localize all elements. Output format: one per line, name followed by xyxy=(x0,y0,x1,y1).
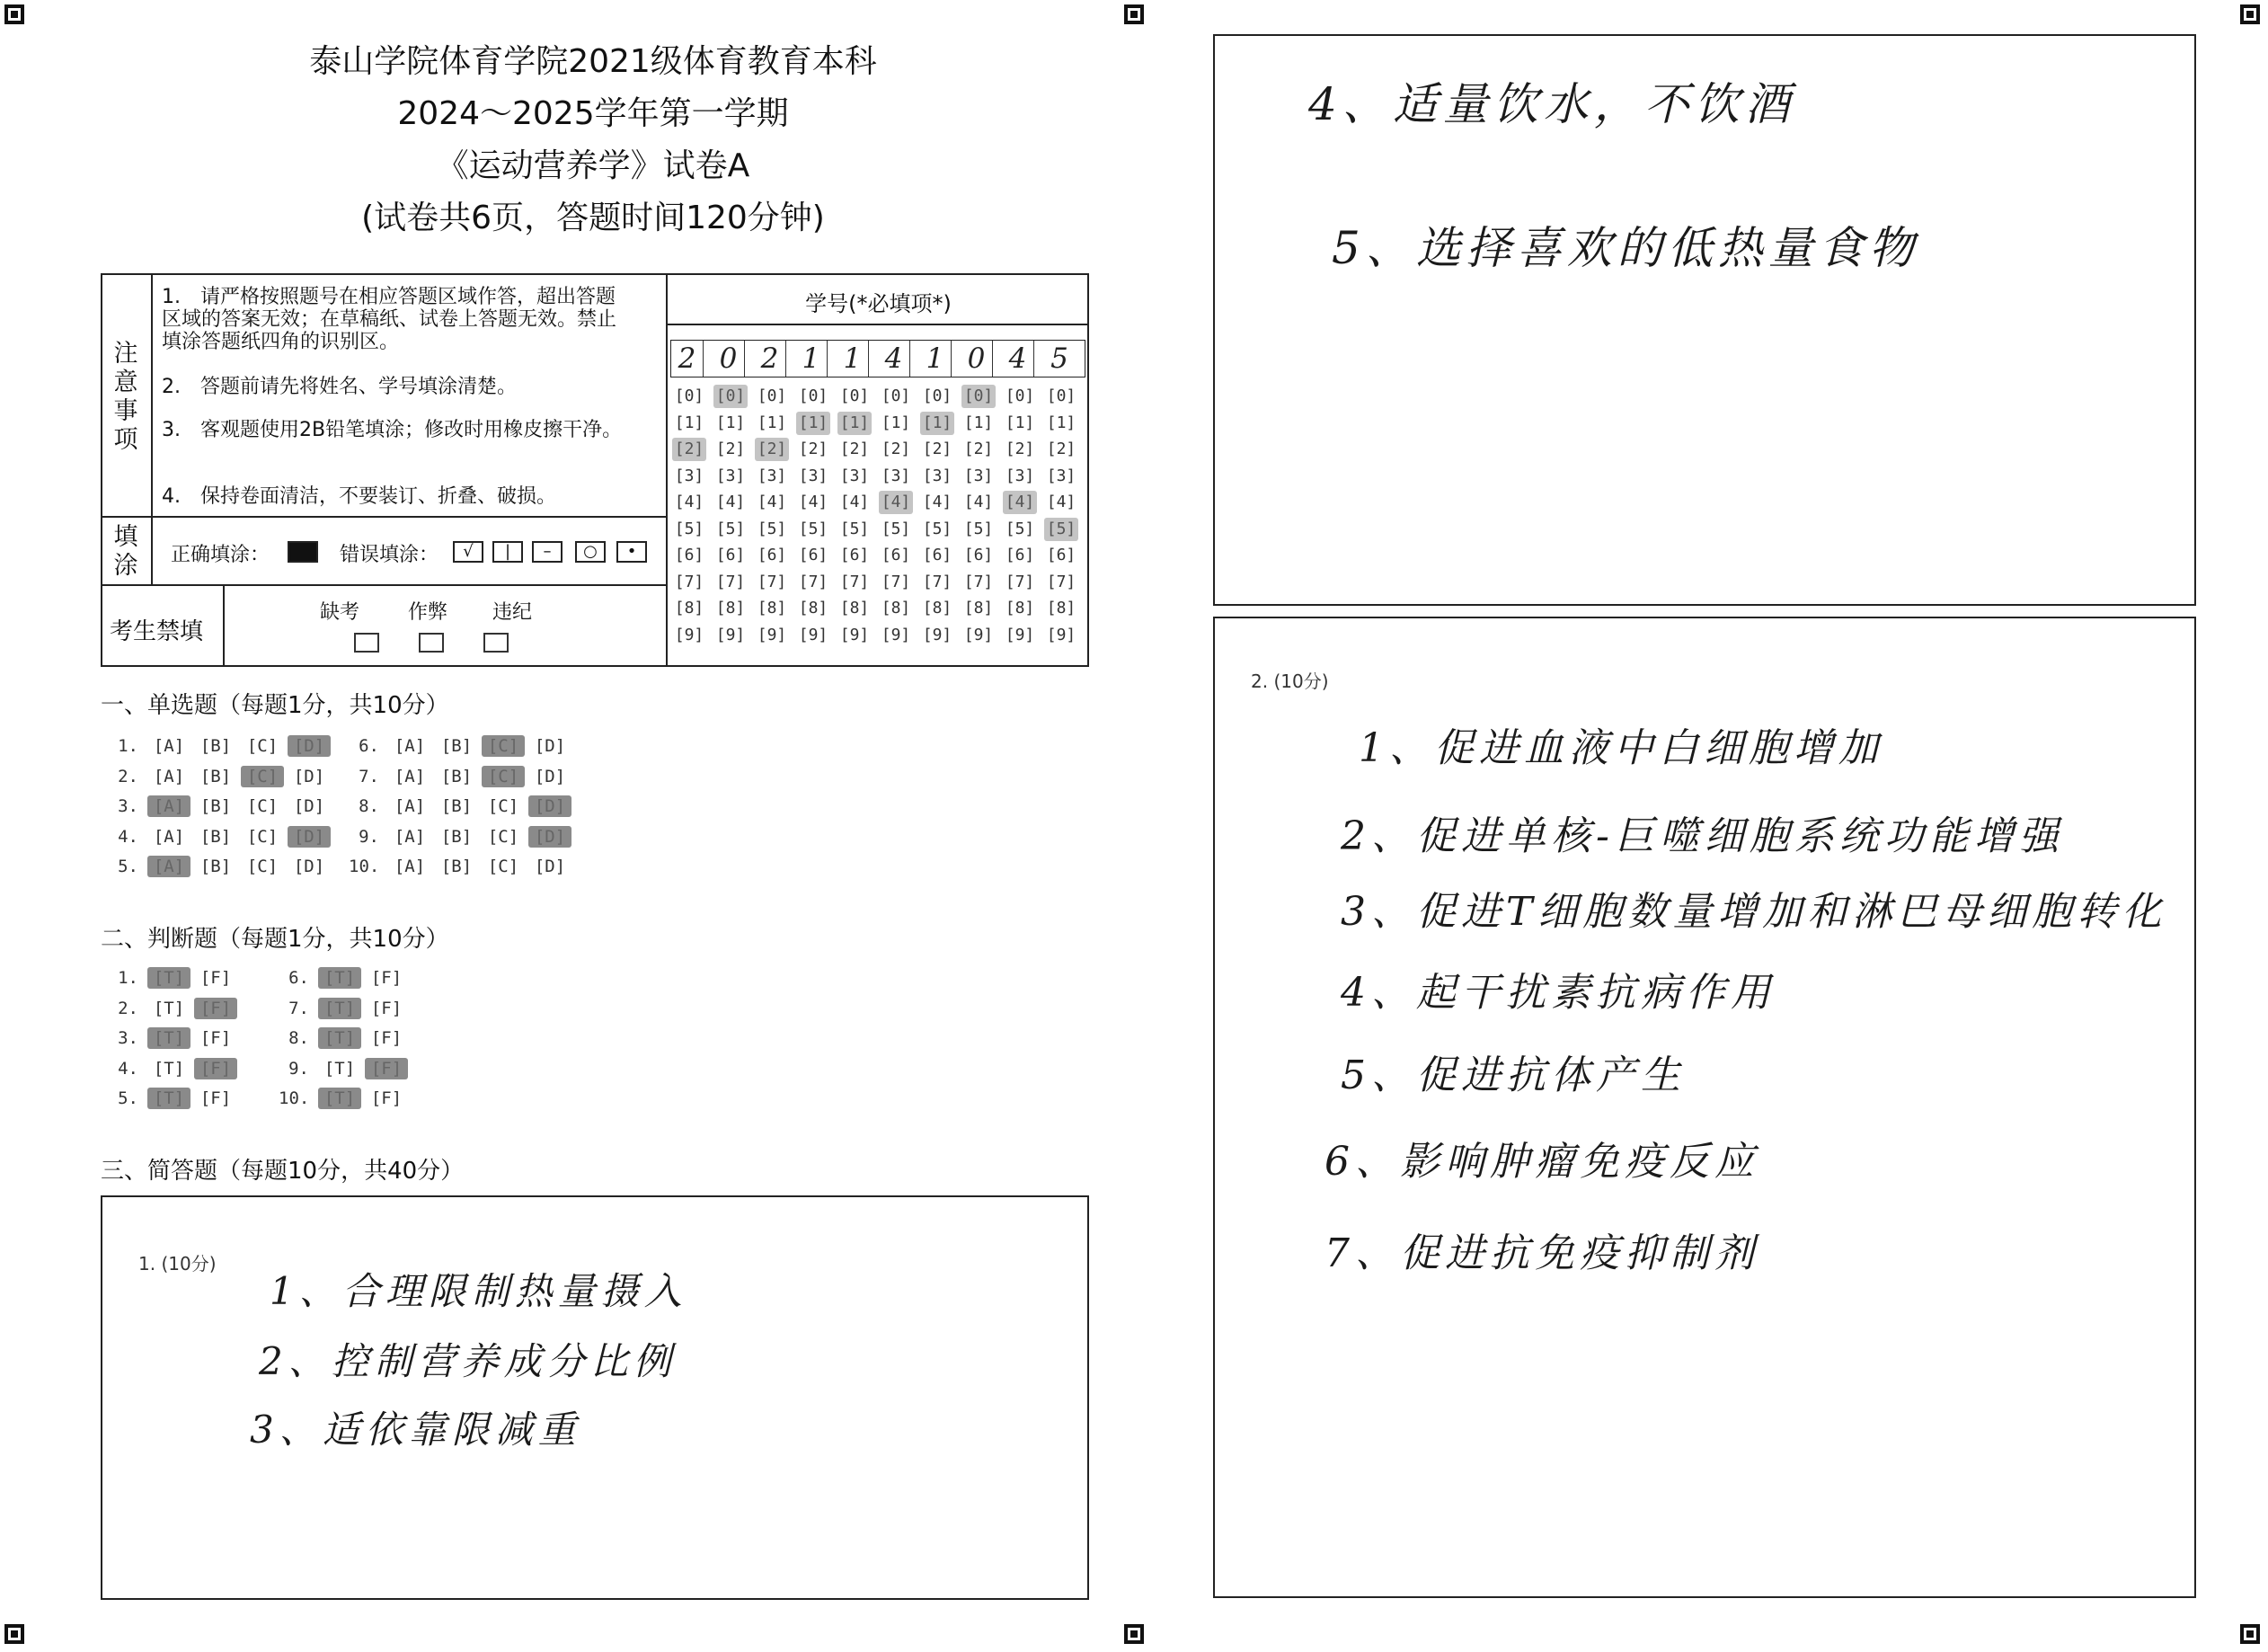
question-label: 2. (10分) xyxy=(1251,671,1329,692)
student-id-bubble[interactable]: [5] xyxy=(922,519,952,538)
student-id-bubble[interactable]: [0] xyxy=(922,386,952,405)
student-id-bubble[interactable]: [0] xyxy=(961,385,996,408)
single-choice-question xyxy=(108,856,334,877)
corner-marker-bottom-left xyxy=(4,1623,25,1645)
answer-option[interactable]: [A] xyxy=(394,857,426,876)
answer-option[interactable]: [A] xyxy=(394,796,426,816)
handwritten-answer-line: 4、适量饮水，不饮酒 xyxy=(1308,78,1795,130)
answer-option[interactable]: [A] xyxy=(394,766,426,786)
student-id-bubble[interactable]: [4] xyxy=(839,493,870,511)
answer-option[interactable]: [B] xyxy=(440,857,473,876)
answer-option[interactable]: [A] xyxy=(147,795,190,817)
student-id-bubble[interactable]: [1] xyxy=(881,413,911,432)
notice-item: 4. 保持卷面清洁，不要装订、折叠、破损。 xyxy=(162,485,556,508)
student-id-bubble[interactable]: [5] xyxy=(715,519,746,538)
student-id-bubble[interactable]: [9] xyxy=(674,625,704,644)
student-id-bubble[interactable]: [1] xyxy=(920,412,954,435)
question-number: 6. xyxy=(359,736,379,756)
answer-option[interactable]: [D] xyxy=(293,796,325,816)
divider xyxy=(101,584,668,586)
student-id-bubble[interactable]: [6] xyxy=(963,546,994,564)
student-id-bubble[interactable]: [9] xyxy=(881,625,911,644)
handwritten-answer-line: 1、促进血液中白细胞增加 xyxy=(1359,725,1883,771)
answer-option[interactable]: [C] xyxy=(487,796,519,816)
answer-option[interactable]: [C] xyxy=(241,766,284,787)
handwritten-answer-line: 5、选择喜欢的低热量食物 xyxy=(1332,222,1919,274)
answer-option[interactable]: [B] xyxy=(440,796,473,816)
answer-option[interactable]: [F] xyxy=(199,1028,232,1048)
answer-option[interactable]: [T] xyxy=(318,1027,361,1049)
student-id-bubble[interactable]: [8] xyxy=(1046,599,1076,617)
student-id-bubble[interactable]: [4] xyxy=(1046,493,1076,511)
divider xyxy=(151,516,153,584)
question-number: 7. xyxy=(288,998,309,1018)
student-id-digit: 5 xyxy=(1050,342,1068,375)
student-id-bubble[interactable]: [8] xyxy=(922,599,952,617)
student-id-digit: 0 xyxy=(961,341,993,377)
student-id-bubble[interactable]: [5] xyxy=(798,519,828,538)
notice-side-label: 注 意 事 项 xyxy=(113,340,138,454)
single-choice-question xyxy=(349,766,575,787)
question-number: 10. xyxy=(349,857,380,876)
student-id-bubble[interactable]: [4] xyxy=(922,493,952,511)
student-id-bubble[interactable]: [4] xyxy=(715,493,746,511)
answer-option[interactable]: [T] xyxy=(147,1027,190,1049)
answer-option[interactable]: [B] xyxy=(199,736,232,756)
answer-box-q1[interactable] xyxy=(101,1195,1089,1600)
question-number: 2. xyxy=(118,766,138,786)
student-id-bubble[interactable]: [9] xyxy=(1046,625,1076,644)
corner-marker-top-center xyxy=(1123,4,1145,25)
student-id-bubble[interactable]: [3] xyxy=(1046,466,1076,485)
student-id-bubble[interactable]: [1] xyxy=(796,412,830,435)
wrong-fill-example: • xyxy=(616,541,647,563)
answer-option[interactable]: [F] xyxy=(199,1088,232,1108)
answer-option[interactable]: [B] xyxy=(440,766,473,786)
student-id-bubble[interactable]: [9] xyxy=(1005,625,1035,644)
question-label: 1. (10分) xyxy=(138,1253,217,1275)
answer-option[interactable]: [T] xyxy=(153,998,185,1018)
answer-option[interactable]: [A] xyxy=(153,826,185,847)
handwritten-answer-line: 2、控制营养成分比例 xyxy=(259,1339,677,1383)
student-id-bubble[interactable]: [8] xyxy=(1005,599,1035,617)
true-false-question xyxy=(108,1088,241,1109)
notice-item: 1. 请严格按照题号在相应答题区域作答，超出答题区域的答案无效；在草稿纸、试卷上答题无效。禁止填涂答题纸四角的识别区。 xyxy=(162,286,617,353)
single-choice-question xyxy=(108,766,334,787)
student-id-bubble[interactable]: [6] xyxy=(922,546,952,564)
answer-option[interactable]: [D] xyxy=(534,857,566,876)
answer-option[interactable]: [F] xyxy=(365,1058,408,1079)
true-false-question xyxy=(108,1027,241,1049)
correct-fill-example xyxy=(288,541,318,563)
student-id-digit: 4 xyxy=(1002,341,1034,377)
semester-title: 2024～2025学年第一学期 xyxy=(397,95,789,132)
question-number: 4. xyxy=(118,826,138,847)
divider xyxy=(101,516,668,518)
exam-info: (试卷共6页，答题时间120分钟) xyxy=(361,200,825,236)
answer-option[interactable]: [C] xyxy=(487,826,519,847)
student-id-bubble[interactable]: [9] xyxy=(715,625,746,644)
student-id-bubble[interactable]: [7] xyxy=(839,572,870,591)
handwritten-answer-line: 3、促进T细胞数量增加和淋巴母细胞转化 xyxy=(1341,889,2167,935)
fill-guide-side-label: 填 涂 xyxy=(113,523,138,580)
answer-option[interactable]: [C] xyxy=(246,736,279,756)
student-id-bubble[interactable]: [3] xyxy=(839,466,870,485)
answer-option[interactable]: [F] xyxy=(370,998,403,1018)
true-false-question xyxy=(279,998,412,1019)
student-id-bubble[interactable]: [7] xyxy=(881,572,911,591)
student-id-bubble[interactable]: [9] xyxy=(922,625,952,644)
forbidden-label: 考生禁填 xyxy=(110,618,204,645)
answer-option[interactable]: [B] xyxy=(199,826,232,847)
student-id-bubble[interactable]: [0] xyxy=(798,386,828,405)
student-id-digit: 2 xyxy=(754,341,786,377)
student-id-bubble[interactable]: [2] xyxy=(963,440,994,458)
student-id-bubble[interactable]: [7] xyxy=(757,572,787,591)
violation-checkbox[interactable] xyxy=(483,633,509,653)
answer-option[interactable]: [D] xyxy=(534,766,566,786)
answer-option[interactable]: [F] xyxy=(199,968,232,988)
student-id-bubble[interactable]: [8] xyxy=(674,599,704,617)
student-id-bubble[interactable]: [0] xyxy=(757,386,787,405)
question-number: 9. xyxy=(359,826,379,847)
correct-fill-label: 正确填涂： xyxy=(171,544,270,566)
answer-option[interactable]: [D] xyxy=(293,766,325,786)
question-number: 10. xyxy=(279,1088,310,1108)
student-id-bubble[interactable]: [2] xyxy=(798,440,828,458)
student-id-bubble[interactable]: [8] xyxy=(881,599,911,617)
divider xyxy=(666,273,668,667)
student-id-title: 学号(*必填项*) xyxy=(805,291,952,316)
answer-option[interactable]: [C] xyxy=(482,766,525,787)
student-id-bubble[interactable]: [3] xyxy=(922,466,952,485)
student-id-bubble[interactable]: [2] xyxy=(715,440,746,458)
divider xyxy=(668,324,1089,325)
student-id-bubble[interactable]: [3] xyxy=(757,466,787,485)
answer-option[interactable]: [F] xyxy=(370,968,403,988)
student-id-digit: 1 xyxy=(837,341,869,377)
forbidden-option-absent: 缺考 xyxy=(320,601,360,624)
answer-option[interactable]: [A] xyxy=(153,736,185,756)
student-id-bubble[interactable]: [0] xyxy=(881,386,911,405)
student-id-bubble[interactable]: [4] xyxy=(674,493,704,511)
question-number: 6. xyxy=(288,968,309,988)
section1-title: 一、单选题（每题1分，共10分） xyxy=(101,692,449,719)
handwritten-answer-line: 3、适依靠限减重 xyxy=(250,1408,581,1452)
student-id-bubble[interactable]: [6] xyxy=(674,546,704,564)
handwritten-answer-line: 4、起干扰素抗病作用 xyxy=(1341,970,1776,1016)
single-choice-question xyxy=(108,795,334,817)
student-id-bubble[interactable]: [9] xyxy=(757,625,787,644)
student-id-bubble[interactable]: [4] xyxy=(963,493,994,511)
answer-option[interactable]: [A] xyxy=(147,856,190,877)
true-false-question xyxy=(108,998,241,1019)
student-id-digit: 2 xyxy=(671,341,704,377)
wrong-fill-example: ○ xyxy=(575,541,606,563)
student-id-bubble[interactable]: [7] xyxy=(1046,572,1076,591)
question-number: 3. xyxy=(118,1028,138,1048)
student-id-bubble[interactable]: [5] xyxy=(1005,519,1035,538)
student-id-bubble[interactable]: [1] xyxy=(757,413,787,432)
student-id-bubble[interactable]: [7] xyxy=(674,572,704,591)
answer-option[interactable]: [T] xyxy=(318,1088,361,1109)
student-id-bubble[interactable]: [6] xyxy=(715,546,746,564)
answer-option[interactable]: [D] xyxy=(528,795,571,817)
student-id-bubble[interactable]: [9] xyxy=(798,625,828,644)
single-choice-question xyxy=(349,735,575,757)
wrong-fill-example: | xyxy=(492,541,523,563)
student-id-bubble[interactable]: [9] xyxy=(963,625,994,644)
true-false-question xyxy=(279,1027,412,1049)
notice-item: 3. 客观题使用2B铅笔填涂；修改时用橡皮擦干净。 xyxy=(162,419,623,441)
answer-option[interactable]: [C] xyxy=(246,857,279,876)
wrong-fill-example: – xyxy=(532,541,563,563)
exam-title: 《运动营养学》试卷A xyxy=(436,147,750,184)
answer-option[interactable]: [T] xyxy=(147,1088,190,1109)
answer-option[interactable]: [T] xyxy=(147,967,190,989)
answer-option[interactable]: [C] xyxy=(487,857,519,876)
student-id-bubble[interactable]: [0] xyxy=(674,386,704,405)
student-id-digit: 1 xyxy=(795,341,828,377)
student-id-bubble[interactable]: [8] xyxy=(798,599,828,617)
answer-option[interactable]: [D] xyxy=(288,735,331,757)
student-id-bubble[interactable]: [3] xyxy=(715,466,746,485)
student-id-bubble[interactable]: [4] xyxy=(757,493,787,511)
student-id-digit: 0 xyxy=(713,341,745,377)
student-id-bubble[interactable]: [4] xyxy=(1003,491,1037,514)
answer-option[interactable]: [T] xyxy=(153,1058,185,1079)
question-number: 3. xyxy=(118,796,138,816)
question-number: 5. xyxy=(118,857,138,876)
student-id-bubble[interactable]: [7] xyxy=(922,572,952,591)
divider xyxy=(223,584,225,667)
student-id-bubble[interactable]: [0] xyxy=(1005,386,1035,405)
answer-option[interactable]: [C] xyxy=(246,826,279,847)
student-id-bubble[interactable]: [0] xyxy=(839,386,870,405)
student-id-bubble[interactable]: [0] xyxy=(1046,386,1076,405)
answer-option[interactable]: [B] xyxy=(199,796,232,816)
question-number: 5. xyxy=(118,1088,138,1108)
student-id-bubble[interactable]: [2] xyxy=(922,440,952,458)
student-id-bubble[interactable]: [3] xyxy=(963,466,994,485)
single-choice-question xyxy=(349,826,575,848)
student-id-bubble[interactable]: [8] xyxy=(963,599,994,617)
student-id-bubble[interactable]: [5] xyxy=(963,519,994,538)
student-id-bubble[interactable]: [1] xyxy=(1046,413,1076,432)
student-id-bubble[interactable]: [1] xyxy=(963,413,994,432)
section2-title: 二、判断题（每题1分，共10分） xyxy=(101,926,449,953)
student-id-bubble-grid xyxy=(672,385,1085,654)
answer-option[interactable]: [F] xyxy=(194,998,237,1019)
student-id-bubble[interactable]: [2] xyxy=(1046,440,1076,458)
student-id-bubble[interactable]: [0] xyxy=(713,385,748,408)
answer-option[interactable]: [D] xyxy=(293,857,325,876)
answer-option[interactable]: [A] xyxy=(394,736,426,756)
student-id-bubble[interactable]: [5] xyxy=(674,519,704,538)
divider xyxy=(151,273,153,516)
student-id-bubble[interactable]: [5] xyxy=(757,519,787,538)
student-id-bubble[interactable]: [8] xyxy=(715,599,746,617)
student-id-bubble[interactable]: [7] xyxy=(963,572,994,591)
answer-option[interactable]: [D] xyxy=(288,826,331,848)
answer-option[interactable]: [B] xyxy=(440,826,473,847)
answer-option[interactable]: [C] xyxy=(246,796,279,816)
student-id-bubble[interactable]: [6] xyxy=(881,546,911,564)
student-id-bubble[interactable]: [6] xyxy=(798,546,828,564)
student-id-bubble[interactable]: [7] xyxy=(1005,572,1035,591)
student-id-bubble[interactable]: [3] xyxy=(798,466,828,485)
student-id-bubble[interactable]: [1] xyxy=(1005,413,1035,432)
corner-marker-top-right xyxy=(2239,4,2261,25)
true-false-question xyxy=(279,967,412,989)
answer-option[interactable]: [B] xyxy=(440,736,473,756)
student-id-bubble[interactable]: [8] xyxy=(757,599,787,617)
question-number: 1. xyxy=(118,968,138,988)
student-id-bubble[interactable]: [6] xyxy=(839,546,870,564)
student-id-digit: 1 xyxy=(919,341,952,377)
question-number: 1. xyxy=(118,736,138,756)
student-id-digits xyxy=(670,340,1085,377)
true-false-question xyxy=(279,1058,412,1079)
student-id-bubble[interactable]: [1] xyxy=(837,412,872,435)
handwritten-answer-line: 2、促进单核-巨噬细胞系统功能增强 xyxy=(1341,813,2064,859)
answer-option[interactable]: [T] xyxy=(318,967,361,989)
student-id-digit: 4 xyxy=(878,341,910,377)
answer-option[interactable]: [B] xyxy=(199,857,232,876)
answer-option[interactable]: [C] xyxy=(482,735,525,757)
answer-box-q2[interactable] xyxy=(1213,617,2196,1598)
cheat-checkbox[interactable] xyxy=(419,633,444,653)
corner-marker-bottom-center xyxy=(1123,1623,1145,1645)
student-id-bubble[interactable]: [2] xyxy=(1005,440,1035,458)
student-id-bubble[interactable]: [5] xyxy=(839,519,870,538)
question-number: 2. xyxy=(118,998,138,1018)
handwritten-answer-line: 5、促进抗体产生 xyxy=(1341,1052,1686,1098)
student-id-bubble[interactable]: [6] xyxy=(757,546,787,564)
answer-option[interactable]: [F] xyxy=(194,1058,237,1079)
notice-item: 2. 答题前请先将姓名、学号填涂清楚。 xyxy=(162,376,517,398)
student-id-bubble[interactable]: [3] xyxy=(881,466,911,485)
student-id-bubble[interactable]: [1] xyxy=(715,413,746,432)
student-id-bubble[interactable]: [2] xyxy=(755,438,789,461)
wrong-fill-example: √ xyxy=(453,541,483,563)
student-id-bubble[interactable]: [2] xyxy=(672,438,706,461)
handwritten-answer-line: 1、合理限制热量摄入 xyxy=(270,1269,687,1313)
corner-marker-top-left xyxy=(4,4,25,25)
true-false-question xyxy=(108,967,241,989)
student-id-bubble[interactable]: [3] xyxy=(1005,466,1035,485)
absent-checkbox[interactable] xyxy=(354,633,379,653)
answer-box-q1-continued[interactable] xyxy=(1213,34,2196,606)
question-number: 4. xyxy=(118,1058,138,1079)
wrong-fill-label: 错误填涂： xyxy=(340,544,439,566)
student-id-bubble[interactable]: [5] xyxy=(881,519,911,538)
handwritten-answer-line: 6、影响肿瘤免疫反应 xyxy=(1324,1139,1759,1185)
single-choice-question xyxy=(349,856,575,877)
question-number: 9. xyxy=(288,1058,309,1079)
student-id-bubble[interactable]: [6] xyxy=(1046,546,1076,564)
student-id-bubble[interactable]: [7] xyxy=(798,572,828,591)
student-id-bubble[interactable]: [8] xyxy=(839,599,870,617)
school-title: 泰山学院体育学院2021级体育教育本科 xyxy=(309,43,877,80)
answer-option[interactable]: [D] xyxy=(534,736,566,756)
student-id-bubble[interactable]: [5] xyxy=(1044,518,1078,541)
student-id-bubble[interactable]: [4] xyxy=(879,491,913,514)
answer-option[interactable]: [T] xyxy=(318,998,361,1019)
student-id-bubble[interactable]: [7] xyxy=(715,572,746,591)
student-id-bubble[interactable]: [2] xyxy=(839,440,870,458)
question-number: 8. xyxy=(288,1028,309,1048)
student-id-bubble[interactable]: [3] xyxy=(674,466,704,485)
answer-option[interactable]: [A] xyxy=(394,826,426,847)
answer-option[interactable]: [D] xyxy=(528,826,571,848)
true-false-question xyxy=(108,1058,241,1079)
corner-marker-bottom-right xyxy=(2239,1623,2261,1645)
single-choice-question xyxy=(108,826,334,848)
question-number: 8. xyxy=(359,796,379,816)
student-id-bubble[interactable]: [9] xyxy=(839,625,870,644)
answer-option[interactable]: [T] xyxy=(323,1058,356,1079)
forbidden-option-violation: 违纪 xyxy=(492,601,533,624)
forbidden-option-cheat: 作弊 xyxy=(408,601,448,624)
single-choice-question xyxy=(108,735,334,757)
section3-title: 三、简答题（每题10分，共40分） xyxy=(101,1158,465,1185)
answer-option[interactable]: [F] xyxy=(370,1088,403,1108)
student-id-bubble[interactable]: [6] xyxy=(1005,546,1035,564)
true-false-question xyxy=(279,1088,412,1109)
student-id-bubble[interactable]: [1] xyxy=(674,413,704,432)
handwritten-answer-line: 7、促进抗免疫抑制剂 xyxy=(1324,1230,1759,1276)
question-number: 7. xyxy=(359,766,379,786)
student-id-bubble[interactable]: [2] xyxy=(881,440,911,458)
answer-option[interactable]: [B] xyxy=(199,766,232,786)
student-id-bubble[interactable]: [4] xyxy=(798,493,828,511)
answer-option[interactable]: [A] xyxy=(153,766,185,786)
single-choice-question xyxy=(349,795,575,817)
answer-option[interactable]: [F] xyxy=(370,1028,403,1048)
